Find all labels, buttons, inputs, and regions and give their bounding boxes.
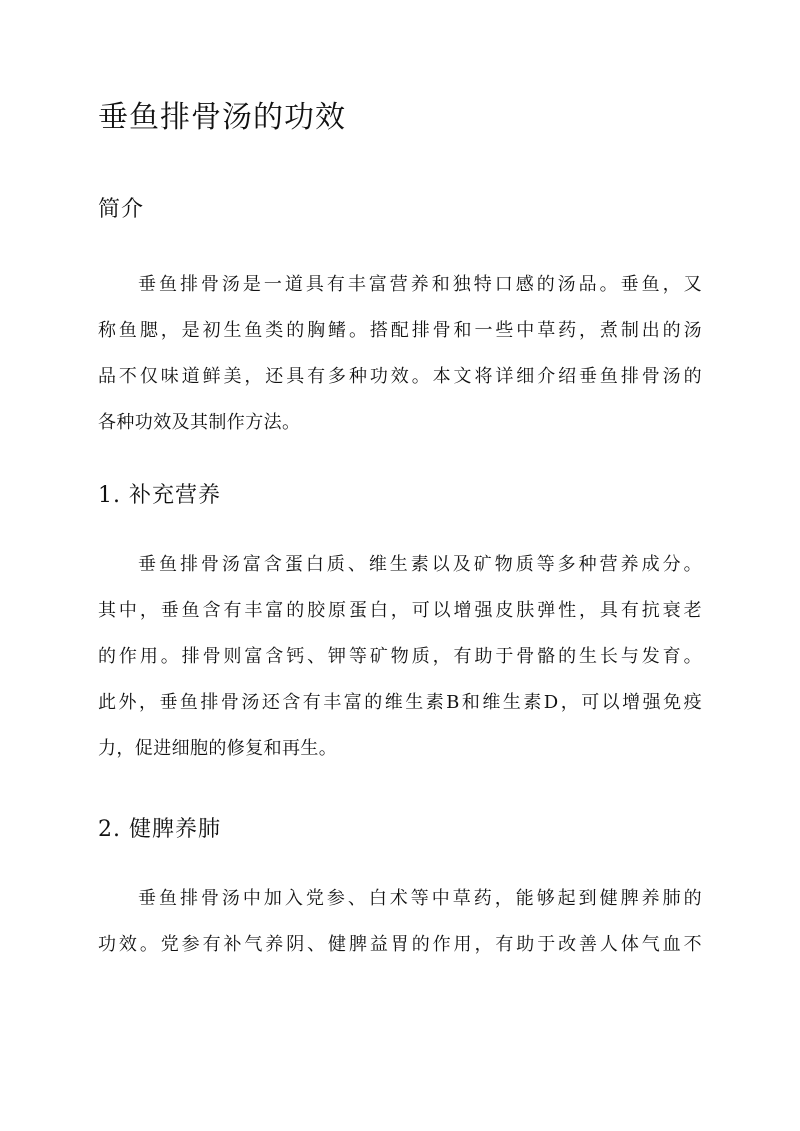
paragraph-line: 称鱼腮，是初生鱼类的胸鳍。搭配排骨和一些中草药，煮制出的汤 [98,320,702,341]
paragraph-nutrition [98,542,702,772]
paragraph-spleen-lung [98,876,702,968]
paragraph-line: 力，促进细胞的修复和再生。 [98,738,338,759]
document-title: 垂鱼排骨汤的功效 [98,100,346,135]
section-heading-nutrition: 1. 补充营养 [98,483,221,508]
paragraph-line: 的作用。排骨则富含钙、钾等矿物质，有助于骨骼的生长与发育。 [98,646,702,667]
paragraph-intro [98,262,702,446]
paragraph-line: 品不仅味道鲜美，还具有多种功效。本文将详细介绍垂鱼排骨汤的 [98,366,702,387]
paragraph-line: 功效。党参有补气养阴、健脾益胃的作用，有助于改善人体气血不 [98,934,702,955]
paragraph-line: 垂鱼排骨汤是一道具有丰富营养和独特口感的汤品。垂鱼，又 [138,274,702,295]
section-heading-spleen-lung: 2. 健脾养肺 [98,817,221,842]
paragraph-line: 垂鱼排骨汤中加入党参、白术等中草药，能够起到健脾养肺的 [138,888,702,909]
section-heading-intro: 简介 [98,197,145,222]
paragraph-line: 此外，垂鱼排骨汤还含有丰富的维生素B和维生素D，可以增强免疫 [98,692,702,713]
paragraph-line: 各种功效及其制作方法。 [98,412,301,433]
paragraph-line: 其中，垂鱼含有丰富的胶原蛋白，可以增强皮肤弹性，具有抗衰老 [98,600,702,621]
paragraph-line: 垂鱼排骨汤富含蛋白质、维生素以及矿物质等多种营养成分。 [138,554,702,575]
